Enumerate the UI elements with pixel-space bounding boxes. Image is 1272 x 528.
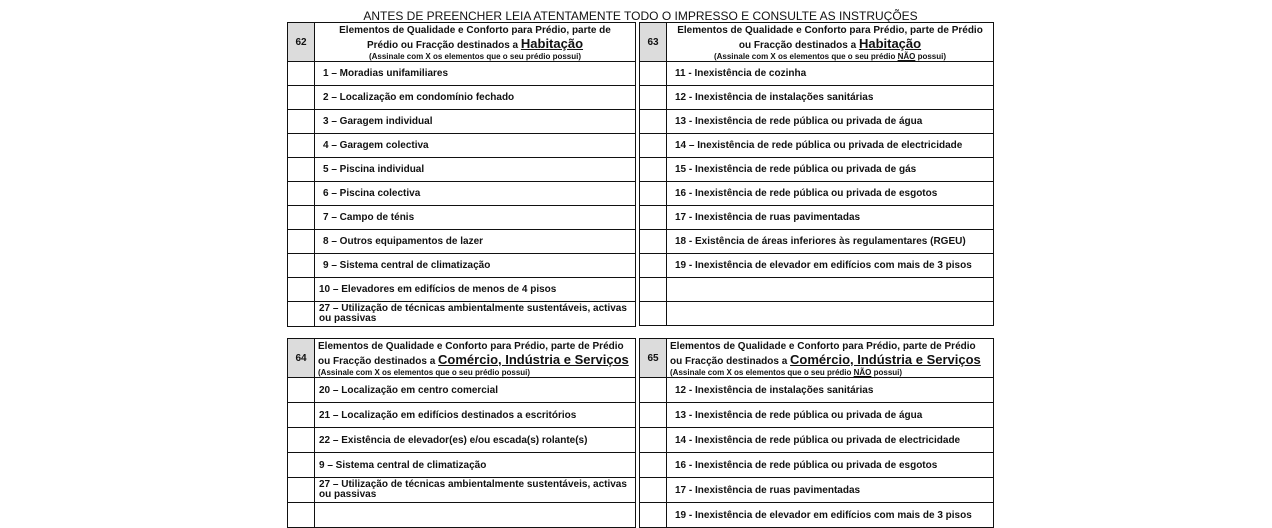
- list-item: [288, 62, 636, 86]
- list-item: [288, 428, 636, 453]
- item-label: 1 – Moradias unifamiliares: [315, 62, 636, 86]
- section-header: [315, 339, 636, 378]
- section-number: 65: [640, 339, 667, 378]
- item-label: 17 - Inexistência de ruas pavimentadas: [667, 478, 994, 503]
- header-instruction: [315, 52, 635, 61]
- checkbox-cell[interactable]: [288, 278, 315, 302]
- instruction-text: (Assinale com X os elementos que o seu prédio possui): [318, 367, 531, 377]
- checkbox-cell[interactable]: [288, 134, 315, 158]
- item-label: 19 - Inexistência de elevador em edifícios com mais de 3 pisos: [667, 503, 994, 528]
- list-item: [640, 158, 994, 182]
- item-label: [315, 503, 636, 528]
- section-number: 64: [288, 339, 315, 378]
- list-item: [640, 254, 994, 278]
- list-item: [640, 134, 994, 158]
- checkbox-cell[interactable]: [288, 478, 315, 503]
- item-label: 8 – Outros equipamentos de lazer: [315, 230, 636, 254]
- list-item: [640, 478, 994, 503]
- item-label: 19 - Inexistência de elevador em edifícios com mais de 3 pisos: [667, 254, 994, 278]
- list-item: [640, 503, 994, 528]
- header-line2: ou Fracção destinados a: [318, 355, 439, 367]
- instruction-text: (Assinale com X os elementos que o seu prédio: [670, 367, 854, 377]
- checkbox-cell[interactable]: [640, 403, 667, 428]
- instruction-emphasis: NÃO: [853, 367, 872, 377]
- item-label: 12 - Inexistência de instalações sanitárias: [667, 86, 994, 110]
- item-label: 15 - Inexistência de rede pública ou privada de gás: [667, 158, 994, 182]
- checkbox-cell[interactable]: [288, 158, 315, 182]
- item-label: 11 - Inexistência de cozinha: [667, 62, 994, 86]
- item-label: 6 – Piscina colectiva: [315, 182, 636, 206]
- list-item: [288, 182, 636, 206]
- checkbox-cell[interactable]: [288, 254, 315, 278]
- checkbox-cell[interactable]: [640, 206, 667, 230]
- header-line1: Elementos de Qualidade e Conforto para Prédio, parte de Prédio: [670, 340, 976, 352]
- item-label: 9 – Sistema central de climatização: [315, 453, 636, 478]
- item-label: 12 - Inexistência de instalações sanitárias: [667, 378, 994, 403]
- section-number: 63: [640, 23, 667, 62]
- item-label: 7 – Campo de ténis: [315, 206, 636, 230]
- item-label: 5 – Piscina individual: [315, 158, 636, 182]
- instruction-text: (Assinale com X os elementos que o seu prédio possui): [368, 51, 582, 61]
- item-label: 21 – Localização em edifícios destinados a escritórios: [315, 403, 636, 428]
- list-item: [640, 278, 994, 302]
- item-label: 18 - Existência de áreas inferiores às regulamentares (RGEU): [667, 230, 994, 254]
- checkbox-cell[interactable]: [640, 134, 667, 158]
- section-62-table: [287, 22, 636, 327]
- item-label: 14 – Inexistência de rede pública ou privada de electricidade: [667, 134, 994, 158]
- list-item: [640, 182, 994, 206]
- header-category: Habitação: [520, 35, 584, 51]
- section-63-table: [639, 22, 994, 326]
- checkbox-cell[interactable]: [640, 503, 667, 528]
- checkbox-cell[interactable]: [640, 110, 667, 134]
- section-header-row: [288, 339, 636, 378]
- checkbox-cell[interactable]: [288, 206, 315, 230]
- header-category: Comércio, Indústria e Serviços: [438, 351, 629, 367]
- checkbox-cell[interactable]: [640, 278, 667, 302]
- item-label: [667, 278, 994, 302]
- header-instruction: [670, 368, 993, 377]
- list-item: [288, 254, 636, 278]
- item-label: 9 – Sistema central de climatização: [315, 254, 636, 278]
- list-item: [640, 428, 994, 453]
- item-label: 17 - Inexistência de ruas pavimentadas: [667, 206, 994, 230]
- list-item: [640, 302, 994, 326]
- checkbox-cell[interactable]: [640, 478, 667, 503]
- instruction-suffix: possui): [871, 367, 903, 377]
- item-label: 13 - Inexistência de rede pública ou privada de água: [667, 110, 994, 134]
- checkbox-cell[interactable]: [640, 158, 667, 182]
- header-line1: Elementos de Qualidade e Conforto para Prédio, parte de Prédio: [318, 340, 624, 352]
- item-label: 22 – Existência de elevador(es) e/ou escada(s) rolante(s): [315, 428, 636, 453]
- checkbox-cell[interactable]: [288, 230, 315, 254]
- list-item: [288, 230, 636, 254]
- list-item: [288, 206, 636, 230]
- instruction-emphasis: NÃO: [897, 51, 916, 61]
- item-label: 20 – Localização em centro comercial: [315, 378, 636, 403]
- section-number: 62: [288, 23, 315, 62]
- item-label: 3 – Garagem individual: [315, 110, 636, 134]
- section-65-table: [639, 338, 994, 528]
- list-item: [288, 378, 636, 403]
- section-header: [667, 339, 994, 378]
- header-line2: Prédio ou Fracção destinados a: [366, 39, 521, 51]
- checkbox-cell[interactable]: [288, 62, 315, 86]
- list-item: [288, 110, 636, 134]
- checkbox-cell[interactable]: [288, 428, 315, 453]
- page-instructions-title: ANTES DE PREENCHER LEIA ATENTAMENTE TODO O IMPRESSO E CONSULTE AS INSTRUÇÕES: [363, 9, 918, 23]
- list-item: [640, 453, 994, 478]
- list-item: [288, 403, 636, 428]
- checkbox-cell[interactable]: [640, 182, 667, 206]
- section-header-row: [640, 23, 994, 62]
- list-item: [288, 503, 636, 528]
- checkbox-cell[interactable]: [640, 302, 667, 326]
- header-instruction: [667, 52, 993, 61]
- checkbox-cell[interactable]: [640, 86, 667, 110]
- checkbox-cell[interactable]: [288, 182, 315, 206]
- header-category: Comércio, Indústria e Serviços: [790, 351, 981, 367]
- checkbox-cell[interactable]: [288, 110, 315, 134]
- checkbox-cell[interactable]: [640, 254, 667, 278]
- list-item: [640, 230, 994, 254]
- section-64-table: [287, 338, 636, 528]
- checkbox-cell[interactable]: [640, 62, 667, 86]
- list-item: [288, 278, 636, 302]
- checkbox-cell[interactable]: [288, 302, 315, 327]
- item-label: 4 – Garagem colectiva: [315, 134, 636, 158]
- header-line1: Elementos de Qualidade e Conforto para Prédio, parte de Prédio: [677, 24, 983, 36]
- list-item: [640, 403, 994, 428]
- item-label: 10 – Elevadores em edifícios de menos de 4 pisos: [315, 278, 636, 302]
- item-label: 14 - Inexistência de rede pública ou privada de electricidade: [667, 428, 994, 453]
- item-label: [667, 302, 994, 326]
- list-item: [288, 158, 636, 182]
- item-label: 16 - Inexistência de rede pública ou privada de esgotos: [667, 453, 994, 478]
- checkbox-cell[interactable]: [640, 453, 667, 478]
- checkbox-cell[interactable]: [288, 378, 315, 403]
- instruction-suffix: possui): [915, 51, 947, 61]
- list-item: [640, 206, 994, 230]
- list-item: [288, 478, 636, 503]
- header-line1: Elementos de Qualidade e Conforto para Prédio, parte de: [339, 24, 611, 36]
- list-item: [288, 86, 636, 110]
- section-header-row: [288, 23, 636, 62]
- checkbox-cell[interactable]: [288, 453, 315, 478]
- checkbox-cell[interactable]: [640, 230, 667, 254]
- section-header: [667, 23, 994, 62]
- instruction-text: (Assinale com X os elementos que o seu prédio: [713, 51, 898, 61]
- header-line2: ou Fracção destinados a: [670, 355, 791, 367]
- item-label: 27 – Utilização de técnicas ambientalmente sustentáveis, activas ou passivas: [315, 302, 636, 327]
- checkbox-cell[interactable]: [288, 86, 315, 110]
- list-item: [288, 453, 636, 478]
- header-instruction: [318, 368, 635, 377]
- item-label: 2 – Localização em condomínio fechado: [315, 86, 636, 110]
- checkbox-cell[interactable]: [288, 403, 315, 428]
- list-item: [640, 62, 994, 86]
- checkbox-cell[interactable]: [640, 428, 667, 453]
- list-item: [640, 110, 994, 134]
- item-label: 13 - Inexistência de rede pública ou privada de água: [667, 403, 994, 428]
- header-category: Habitação: [858, 35, 922, 51]
- item-label: 16 - Inexistência de rede pública ou privada de esgotos: [667, 182, 994, 206]
- section-header: [315, 23, 636, 62]
- checkbox-cell[interactable]: [640, 378, 667, 403]
- list-item: [288, 302, 636, 327]
- section-header-row: [640, 339, 994, 378]
- list-item: [640, 378, 994, 403]
- item-label: 27 – Utilização de técnicas ambientalmente sustentáveis, activas ou passivas: [315, 478, 636, 503]
- list-item: [640, 86, 994, 110]
- list-item: [288, 134, 636, 158]
- header-line2: ou Fracção destinados a: [738, 39, 859, 51]
- checkbox-cell[interactable]: [288, 503, 315, 528]
